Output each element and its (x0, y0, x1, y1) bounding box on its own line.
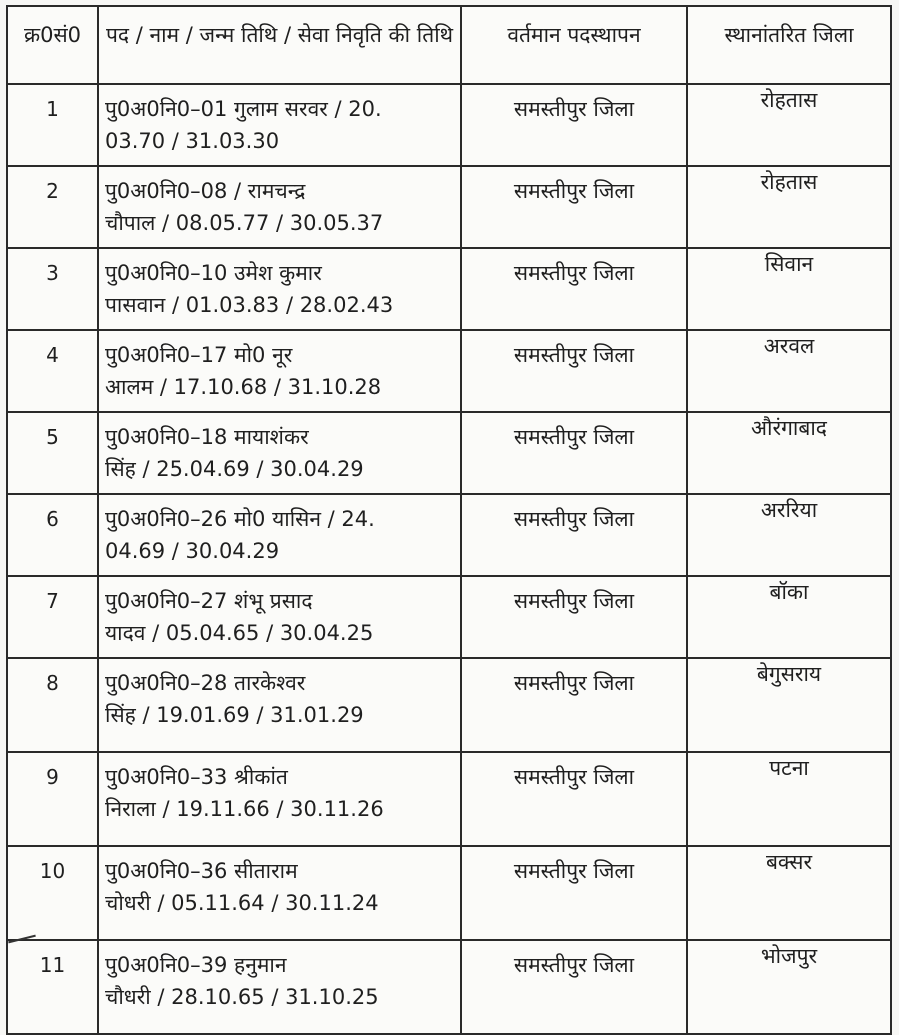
header-transferred-district: स्थानांतरित जिला (687, 6, 891, 84)
designation-line2: सिंह / 25.04.69 / 30.04.29 (105, 457, 364, 481)
transfer-table (6, 5, 892, 1035)
designation-cell (98, 248, 461, 330)
header-designation: पद / नाम / जन्म तिथि / सेवा निवृति की तिथि (98, 6, 461, 84)
transferred-district-cell: पटना (687, 752, 891, 846)
table-row (7, 84, 891, 166)
transferred-district-cell: बेगुसराय (687, 658, 891, 752)
designation-cell (98, 412, 461, 494)
serial-cell: 11 (7, 940, 98, 1034)
designation-line2: आलम / 17.10.68 / 31.10.28 (105, 375, 382, 399)
designation-line1: पु0अ0नि0–08 / रामचन्द्र (105, 179, 306, 203)
designation-line1: पु0अ0नि0–39 हनुमान (105, 953, 287, 977)
designation-cell (98, 846, 461, 940)
designation-cell (98, 330, 461, 412)
current-posting-cell: समस्तीपुर जिला (461, 166, 687, 248)
current-posting-cell: समस्तीपुर जिला (461, 412, 687, 494)
designation-line1: पु0अ0नि0–33 श्रीकांत (105, 765, 288, 789)
serial-cell: 5 (7, 412, 98, 494)
serial-cell: 2 (7, 166, 98, 248)
designation-line2: चौपाल / 08.05.77 / 30.05.37 (105, 211, 384, 235)
designation-line2: निराला / 19.11.66 / 30.11.26 (105, 797, 384, 821)
current-posting-cell: समस्तीपुर जिला (461, 846, 687, 940)
designation-line1: पु0अ0नि0–01 गुलाम सरवर / 20. (105, 97, 382, 121)
table-row (7, 752, 891, 846)
serial-cell: 1 (7, 84, 98, 166)
designation-line1: पु0अ0नि0–18 मायाशंकर (105, 425, 309, 449)
serial-cell: 9 (7, 752, 98, 846)
designation-cell (98, 166, 461, 248)
designation-line2: सिंह / 19.01.69 / 31.01.29 (105, 703, 364, 727)
designation-line2: 04.69 / 30.04.29 (105, 539, 280, 563)
transferred-district-cell: रोहतास (687, 84, 891, 166)
designation-line1: पु0अ0नि0–28 तारकेश्वर (105, 671, 306, 695)
table-row (7, 248, 891, 330)
serial-cell: 7 (7, 576, 98, 658)
transferred-district-cell: भोजपुर (687, 940, 891, 1034)
designation-line1: पु0अ0नि0–27 शंभू प्रसाद (105, 589, 313, 613)
designation-cell (98, 576, 461, 658)
header-row (7, 6, 891, 84)
transferred-district-cell: बक्सर (687, 846, 891, 940)
table-row (7, 576, 891, 658)
serial-cell: 8 (7, 658, 98, 752)
current-posting-cell: समस्तीपुर जिला (461, 248, 687, 330)
serial-cell: 10 (7, 846, 98, 940)
designation-line2: 03.70 / 31.03.30 (105, 129, 280, 153)
current-posting-cell: समस्तीपुर जिला (461, 330, 687, 412)
table-row (7, 846, 891, 940)
designation-line2: चौधरी / 28.10.65 / 31.10.25 (105, 985, 379, 1009)
designation-line2: चोधरी / 05.11.64 / 30.11.24 (105, 891, 379, 915)
current-posting-cell: समस्तीपुर जिला (461, 576, 687, 658)
transferred-district-cell: अररिया (687, 494, 891, 576)
table-row (7, 494, 891, 576)
current-posting-cell: समस्तीपुर जिला (461, 752, 687, 846)
designation-line1: पु0अ0नि0–17 मो0 नूर (105, 343, 293, 367)
designation-line1: पु0अ0नि0–10 उमेश कुमार (105, 261, 322, 285)
transferred-district-cell: अरवल (687, 330, 891, 412)
serial-cell: 3 (7, 248, 98, 330)
current-posting-cell: समस्तीपुर जिला (461, 940, 687, 1034)
designation-cell (98, 752, 461, 846)
designation-cell (98, 84, 461, 166)
table-row (7, 330, 891, 412)
current-posting-cell: समस्तीपुर जिला (461, 658, 687, 752)
designation-cell (98, 494, 461, 576)
header-current-posting: वर्तमान पदस्थापन (461, 6, 687, 84)
transferred-district-cell: रोहतास (687, 166, 891, 248)
transferred-district-cell: सिवान (687, 248, 891, 330)
designation-cell (98, 940, 461, 1034)
designation-line2: यादव / 05.04.65 / 30.04.25 (105, 621, 374, 645)
current-posting-cell: समस्तीपुर जिला (461, 494, 687, 576)
transferred-district-cell: बॉका (687, 576, 891, 658)
designation-line1: पु0अ0नि0–26 मो0 यासिन / 24. (105, 507, 375, 531)
serial-cell: 6 (7, 494, 98, 576)
table-row (7, 412, 891, 494)
current-posting-cell: समस्तीपुर जिला (461, 84, 687, 166)
designation-line2: पासवान / 01.03.83 / 28.02.43 (105, 293, 394, 317)
header-serial: क्र0सं0 (7, 6, 98, 84)
table-row (7, 658, 891, 752)
designation-line1: पु0अ0नि0–36 सीताराम (105, 859, 298, 883)
serial-cell: 4 (7, 330, 98, 412)
designation-cell (98, 658, 461, 752)
table-body (7, 84, 891, 1034)
transferred-district-cell: औरंगाबाद (687, 412, 891, 494)
table-row (7, 166, 891, 248)
table-row (7, 940, 891, 1034)
